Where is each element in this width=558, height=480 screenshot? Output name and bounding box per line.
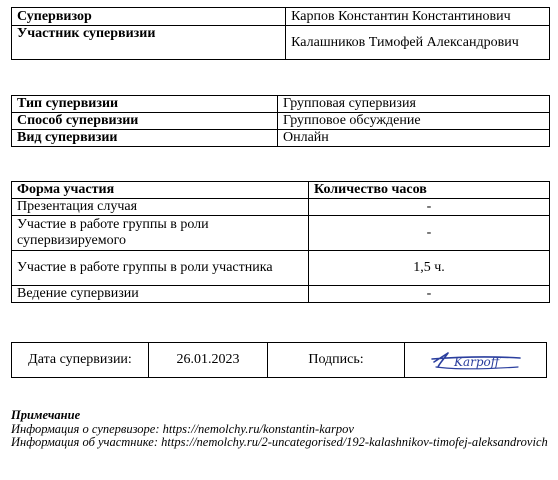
note-block [11, 409, 551, 450]
signature-cell [405, 343, 547, 378]
hours-cell: 1,5 ч. [309, 251, 550, 286]
table-row [12, 216, 550, 251]
form-cell: Участие в работе группы в роли участника [12, 251, 309, 286]
date-label: Дата супервизии: [12, 343, 149, 378]
table-row [12, 251, 550, 286]
hours-cell: - [309, 286, 550, 303]
method-value: Групповое обсуждение [278, 113, 550, 130]
type-label: Тип супервизии [12, 96, 278, 113]
note-supervisor-info: Информация о супервизоре: https://nemolchy.ru/konstantin-karpov [11, 421, 354, 436]
type-value: Групповая супервизия [278, 96, 550, 113]
table-row [12, 96, 550, 113]
kind-label: Вид супервизии [12, 130, 278, 147]
form-cell: Ведение супервизии [12, 286, 309, 303]
form-cell: Презентация случая [12, 199, 309, 216]
supervisor-label: Супервизор [12, 8, 286, 26]
table-row [12, 286, 550, 303]
table-row [12, 130, 550, 147]
form-cell: Участие в работе группы в роли супервизируемого [12, 216, 309, 251]
table-row [12, 343, 547, 378]
supervisor-value: Карпов Константин Константинович [286, 8, 550, 26]
signature-image [428, 346, 524, 374]
participation-table [11, 181, 550, 303]
supervisor-table [11, 7, 550, 60]
hours-cell: - [309, 216, 550, 251]
method-label: Способ супервизии [12, 113, 278, 130]
table-row [12, 199, 550, 216]
column-header-form: Форма участия [12, 182, 309, 199]
table-row [12, 113, 550, 130]
column-header-hours: Количество часов [309, 182, 550, 199]
supervision-type-table [11, 95, 550, 147]
date-value: 26.01.2023 [149, 343, 268, 378]
signature-icon [428, 346, 524, 374]
note-participant-info: Информация об участнике: https://nemolchy.ru/2-uncategorised/192-kalashnikov-timofej-aleksandrovich [11, 435, 548, 449]
participant-label: Участник супервизии [12, 26, 286, 60]
signature-label: Подпись: [268, 343, 405, 378]
participant-value: Калашников Тимофей Александрович [286, 26, 550, 60]
table-header-row [12, 182, 550, 199]
note-heading: Примечание [11, 408, 81, 422]
kind-value: Онлайн [278, 130, 550, 147]
table-row [12, 26, 550, 60]
signature-text: Karpoff [453, 355, 499, 369]
hours-cell: - [309, 199, 550, 216]
table-row [12, 8, 550, 26]
signature-table [11, 342, 547, 378]
